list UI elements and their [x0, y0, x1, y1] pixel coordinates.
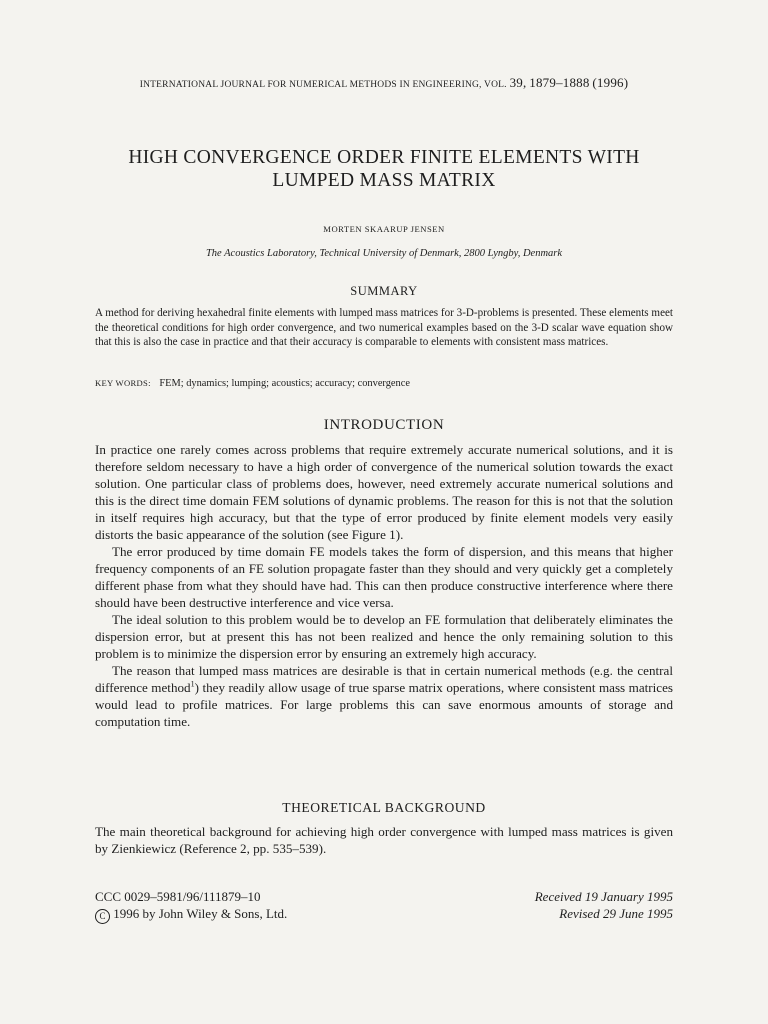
keywords-text: FEM; dynamics; lumping; acoustics; accuracy; convergence	[159, 378, 410, 389]
intro-paragraph-4	[95, 662, 673, 730]
keywords	[95, 378, 673, 389]
journal-year: (1996)	[592, 75, 629, 90]
journal-pages: 1879–1888	[529, 75, 590, 90]
journal-name: INTERNATIONAL JOURNAL FOR NUMERICAL METHODS IN ENGINEERING, VOL.	[139, 80, 507, 90]
journal-header	[95, 75, 673, 91]
intro-p4-part-b: ) they readily allow usage of true sparse matrix operations, where consistent mass matrices would lead to profile matrices. For large problems this can save enormous amounts of storage and computation time.	[95, 680, 673, 729]
intro-paragraph-2: The error produced by time domain FE models takes the form of dispersion, and this means that higher frequency components of an FE solution propagate faster than they should and very quickly get a completely different phase from what they should have had. This can then produce constructive interference where there should have been destructive interference and vice versa.	[95, 544, 673, 610]
title-line-2: LUMPED MASS MATRIX	[272, 170, 496, 191]
copyright-line	[95, 905, 287, 924]
footer-publication-info	[95, 888, 287, 924]
paper-title	[95, 146, 673, 192]
reference-superscript: 1	[190, 679, 195, 689]
copyright-icon: C	[95, 909, 110, 924]
summary-heading: SUMMARY	[350, 284, 418, 298]
theory-text: The main theoretical background for achieving high order convergence with lumped mass matrices is given by Zienkiewicz (Reference 2, pp. 535–539).	[95, 824, 673, 856]
keywords-label: KEY WORDS:	[95, 378, 151, 388]
ccc-code: CCC 0029–5981/96/111879–10	[95, 889, 261, 904]
footer-dates	[535, 888, 673, 922]
introduction-body	[95, 441, 673, 730]
author-affiliation: The Acoustics Laboratory, Technical University of Denmark, 2800 Lyngby, Denmark	[205, 248, 563, 259]
intro-paragraph-3: The ideal solution to this problem would be to develop an FE formulation that deliberately eliminates the dispersion error, but at present this has not been realized and hence the only remaining solution to this problem is to minimize the dispersion error by ensuring an extremely high accuracy.	[95, 612, 673, 661]
theory-heading: THEORETICAL BACKGROUND	[282, 800, 486, 815]
revised-date: Revised 29 June 1995	[559, 906, 673, 921]
copyright-text: 1996 by John Wiley & Sons, Ltd.	[113, 906, 288, 921]
journal-volume: 39,	[509, 75, 527, 90]
author-name: MORTEN SKAARUP JENSEN	[323, 224, 445, 234]
intro-paragraph-1: In practice one rarely comes across problems that require extremely accurate numerical solutions, and it is therefore seldom necessary to have a high order of convergence of the numerical solution towards the exact solution. One particular class of problems does, however, need extremely accurate numerical solutions and this is the direct time domain FEM solutions of dynamic problems. The reason for this is not that the solution in itself requires high accuracy, but that the type of error produced by finite element models very easily distorts the basic appearance of the solution (see Figure 1).	[95, 442, 673, 542]
introduction-heading: INTRODUCTION	[323, 417, 445, 433]
intro-p4-part-a: The reason that lumped mass matrices are desirable is that in certain numerical methods (e.g. the central difference method	[95, 663, 673, 695]
summary-text: A method for deriving hexahedral finite elements with lumped mass matrices for 3-D-problems is presented. These elements meet the theoretical conditions for high order convergence, and two numerical examples based on the 3-D scalar wave equation show that this is also the case in practice and that their accuracy is comparable to elements with consistent mass matrices.	[95, 307, 673, 349]
received-date: Received 19 January 1995	[534, 889, 673, 904]
title-line-1: HIGH CONVERGENCE ORDER FINITE ELEMENTS WITH	[128, 147, 640, 168]
